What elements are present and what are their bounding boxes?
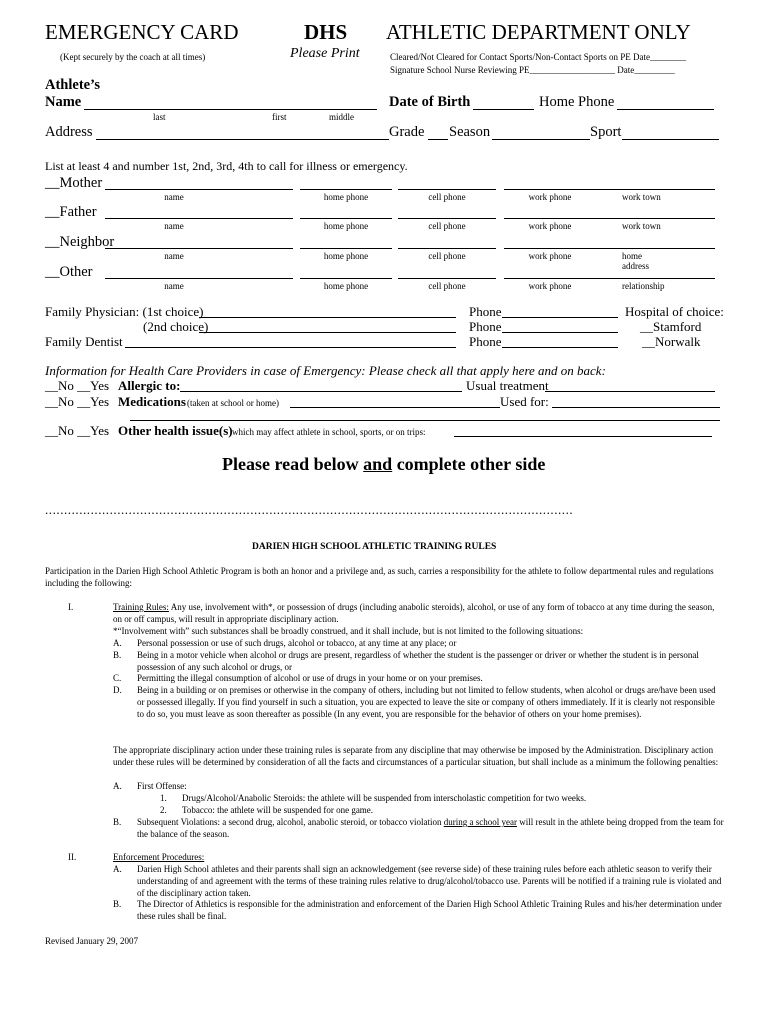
athletic-dept-title: ATHLETIC DEPARTMENT ONLY bbox=[386, 20, 691, 44]
contact-label[interactable]: __Neighbor bbox=[45, 234, 115, 250]
physician-1-phone-label: Phone bbox=[469, 304, 502, 319]
usual-treatment-field[interactable] bbox=[545, 391, 715, 392]
contacts-instruction: List at least 4 and number 1st, 2nd, 3rd, 4th to call for illness or emergency. bbox=[45, 159, 408, 173]
nurse-signature-line: Signature School Nurse Reviewing PE___________________ Date_________ bbox=[390, 65, 675, 75]
revision-date: Revised January 29, 2007 bbox=[45, 936, 138, 946]
penalty-1-text: Drugs/Alcohol/Anabolic Steroids: the athlete will be suspended from interscholastic competition for two weeks. bbox=[182, 793, 587, 803]
involvement-item-text: Being in a building or on premises or otherwise in the company of others, including but not limited to fellow students, when alcohol or drugs are/have been used or possessed illegally. If you find yourself in such a situation, you are expected to leave the site or company of others immediately. If it is clearly not responsible to do so, you must leave as soon thereafter as possible (In any event, you are responsible for the behavior of others on your home premises). bbox=[137, 685, 716, 719]
grade-field[interactable] bbox=[428, 139, 448, 140]
contact-caption: work phone bbox=[528, 221, 572, 231]
enforcement-b-text: The Director of Athletics is responsible for the administration and enforcement of the Darien High School Athletic Training Rules and his/her determination under these rules shall be final. bbox=[137, 899, 722, 921]
involvement-definition: *“Involvement with” such substances shall be broadly construed, and it shall include, but is not limited to the following situations: bbox=[113, 626, 584, 636]
home-phone-label: Home Phone bbox=[539, 94, 615, 110]
contact-caption: home phone bbox=[323, 192, 369, 202]
contact-label[interactable]: __Other bbox=[45, 264, 93, 280]
enforcement-a-key: A. bbox=[113, 864, 122, 874]
contact-field[interactable] bbox=[105, 278, 293, 279]
contact-field[interactable] bbox=[398, 218, 496, 219]
middle-caption: middle bbox=[329, 112, 354, 122]
penalty-1-key: 1. bbox=[160, 793, 167, 803]
involvement-item-key: B. bbox=[113, 650, 122, 660]
section-1-number: I. bbox=[68, 602, 74, 612]
medications-extra-line[interactable] bbox=[130, 420, 720, 421]
involvement-item-key: A. bbox=[113, 638, 122, 648]
section-1-text: Training Rules: Any use, involvement with*, or possession of drugs (including anabolic steroids), alcohol, or use of any form of tobacco at any time during the season, on or off campus, will result in appropriate disciplinary action. bbox=[113, 602, 715, 624]
allergic-no-yes[interactable]: __No __Yes bbox=[45, 378, 110, 393]
involvement-item-key: D. bbox=[113, 685, 122, 695]
contact-field[interactable] bbox=[300, 189, 392, 190]
contact-field[interactable] bbox=[300, 278, 392, 279]
involvement-item-key: C. bbox=[113, 673, 122, 683]
physician-2-field[interactable] bbox=[199, 332, 456, 333]
enforcement-b-key: B. bbox=[113, 899, 122, 909]
other-health-field[interactable] bbox=[454, 436, 712, 437]
contact-field[interactable] bbox=[504, 248, 596, 249]
contact-caption: work town bbox=[622, 221, 661, 231]
dob-field[interactable] bbox=[473, 109, 534, 110]
contact-caption: home phone bbox=[323, 221, 369, 231]
contact-caption: cell phone bbox=[428, 251, 466, 261]
contact-label[interactable]: __Father bbox=[45, 204, 97, 220]
health-intro: Information for Health Care Providers in case of Emergency: Please check all that apply here and on back: bbox=[45, 363, 606, 378]
involvement-item-text: Permitting the illegal consumption of alcohol or use of drugs in your home or on your premises. bbox=[137, 673, 483, 683]
contact-field[interactable] bbox=[504, 189, 596, 190]
used-for-field[interactable] bbox=[552, 407, 720, 408]
section-2-number: II. bbox=[68, 852, 77, 862]
please-read-heading: Please read below and complete other side bbox=[222, 454, 546, 474]
contact-caption: work phone bbox=[528, 192, 572, 202]
contact-caption: name bbox=[164, 251, 184, 261]
physician-2-phone-label: Phone bbox=[469, 319, 502, 334]
contact-field[interactable] bbox=[105, 218, 293, 219]
contact-field[interactable] bbox=[300, 248, 392, 249]
penalty-a-text: First Offense: bbox=[137, 781, 187, 791]
contact-field[interactable] bbox=[398, 248, 496, 249]
dentist-field[interactable] bbox=[125, 347, 456, 348]
involvement-item-text: Being in a motor vehicle when alcohol or drugs are present, regardless of whether the student is the passenger or driver or whether the student is in personal possession of any such alcohol or drugs, or bbox=[137, 650, 699, 672]
hospital-norwalk[interactable]: __Norwalk bbox=[642, 334, 701, 349]
name-label: Name bbox=[45, 94, 82, 110]
usual-treatment-label: Usual treatment bbox=[466, 378, 549, 393]
other-health-label: Other health issue(s) bbox=[118, 423, 233, 438]
other-health-note: which may affect athlete in school, sports, or on trips: bbox=[232, 427, 426, 437]
physician-1-phone-field[interactable] bbox=[502, 317, 618, 318]
penalty-b-key: B. bbox=[113, 817, 122, 827]
dentist-phone-label: Phone bbox=[469, 334, 502, 349]
cut-line: ........................................................................................................................................... bbox=[45, 502, 574, 517]
contact-field[interactable] bbox=[504, 278, 596, 279]
please-print: Please Print bbox=[290, 46, 360, 61]
contact-caption: work phone bbox=[528, 251, 572, 261]
involvement-item-text: Personal possession or use of such drugs, alcohol or tobacco, at any time at any place; or bbox=[137, 638, 457, 648]
contact-caption: work town bbox=[622, 192, 661, 202]
other-health-no-yes[interactable]: __No __Yes bbox=[45, 423, 110, 438]
hospital-stamford[interactable]: __Stamford bbox=[640, 319, 702, 334]
address-label: Address bbox=[45, 124, 93, 140]
physician-2-phone-field[interactable] bbox=[502, 332, 618, 333]
contact-caption: home address bbox=[622, 251, 649, 271]
sport-label: Sport bbox=[590, 124, 622, 140]
contact-field[interactable] bbox=[398, 278, 496, 279]
contact-caption: relationship bbox=[622, 281, 665, 291]
contact-caption: home phone bbox=[323, 281, 369, 291]
dentist-label: Family Dentist bbox=[45, 334, 123, 349]
clearance-line: Cleared/Not Cleared for Contact Sports/Non-Contact Sports on PE Date________ bbox=[390, 52, 686, 62]
contact-caption: name bbox=[164, 281, 184, 291]
penalty-a-key: A. bbox=[113, 781, 122, 791]
penalty-b-text: Subsequent Violations: a second drug, alcohol, anabolic steroid, or tobacco violation during a school year will result in the athlete being dropped from the team for the balance of the season. bbox=[137, 817, 724, 839]
contact-label[interactable]: __Mother bbox=[45, 175, 103, 191]
medications-no-yes[interactable]: __No __Yes bbox=[45, 394, 110, 409]
penalty-2-text: Tobacco: the athlete will be suspended for one game. bbox=[182, 805, 374, 815]
season-label: Season bbox=[449, 124, 491, 140]
school-code: DHS bbox=[304, 20, 348, 44]
contact-field[interactable] bbox=[595, 189, 715, 190]
contact-caption: cell phone bbox=[428, 281, 466, 291]
contact-field[interactable] bbox=[595, 218, 715, 219]
penalty-2-key: 2. bbox=[160, 805, 167, 815]
used-for-label: Used for: bbox=[500, 394, 549, 409]
disciplinary-text: The appropriate disciplinary action under these training rules is separate from any discipline that may otherwise be imposed by the Administration. Disciplinary action under these rules will be determined by consideration of all the facts and circumstances of a particular situation, but shall include as a minimum the following penalties: bbox=[113, 745, 719, 767]
contact-field[interactable] bbox=[105, 189, 293, 190]
last-caption: last bbox=[153, 112, 166, 122]
name-field[interactable] bbox=[84, 109, 377, 110]
allergic-label: Allergic to: bbox=[118, 378, 181, 393]
sport-field[interactable] bbox=[622, 139, 719, 140]
first-caption: first bbox=[272, 112, 287, 122]
hospital-label: Hospital of choice: bbox=[625, 304, 724, 319]
contact-field[interactable] bbox=[398, 189, 496, 190]
home-phone-field[interactable] bbox=[617, 109, 714, 110]
contact-caption: name bbox=[164, 192, 184, 202]
medications-label: Medications bbox=[118, 394, 186, 409]
athlete-label: Athlete’s bbox=[45, 77, 101, 93]
contact-caption: name bbox=[164, 221, 184, 231]
contact-caption: cell phone bbox=[428, 221, 466, 231]
contact-field[interactable] bbox=[595, 278, 715, 279]
medications-note: (taken at school or home) bbox=[187, 398, 279, 408]
physician-2-label: (2nd choice) bbox=[143, 319, 209, 334]
contact-caption: work phone bbox=[528, 281, 572, 291]
address-field[interactable] bbox=[96, 139, 389, 140]
rules-intro: Participation in the Darien High School Athletic Program is both an honor and a privilege and, as such, carries a responsibility for the athlete to follow departmental rules and regulations including the following: bbox=[45, 566, 714, 588]
contact-field[interactable] bbox=[595, 248, 715, 249]
contact-field[interactable] bbox=[105, 248, 293, 249]
dob-label: Date of Birth bbox=[389, 94, 471, 110]
grade-label: Grade bbox=[389, 124, 425, 140]
physician-1-field[interactable] bbox=[199, 317, 456, 318]
physician-label: Family Physician: (1st choice) bbox=[45, 304, 204, 319]
enforcement-a-text: Darien High School athletes and their parents shall sign an acknowledgement (see reverse side) of these training rules before each athletic season to verify their understanding of and agreement with the terms of these training rules relative to drug/alcohol/tobacco use. Parents will be notified if a training rule is violated and of the disciplinary action taken. bbox=[137, 864, 722, 898]
card-title: EMERGENCY CARD bbox=[45, 20, 239, 44]
dentist-phone-field[interactable] bbox=[502, 347, 618, 348]
medications-field[interactable] bbox=[290, 407, 500, 408]
contact-field[interactable] bbox=[504, 218, 596, 219]
season-field[interactable] bbox=[492, 139, 590, 140]
section-2-title: Enforcement Procedures: bbox=[113, 852, 205, 862]
allergic-field[interactable] bbox=[180, 391, 462, 392]
contact-field[interactable] bbox=[300, 218, 392, 219]
rules-title: DARIEN HIGH SCHOOL ATHLETIC TRAINING RULES bbox=[252, 542, 497, 552]
contact-caption: cell phone bbox=[428, 192, 466, 202]
card-subtitle: (Kept securely by the coach at all times) bbox=[60, 52, 206, 62]
contact-caption: home phone bbox=[323, 251, 369, 261]
